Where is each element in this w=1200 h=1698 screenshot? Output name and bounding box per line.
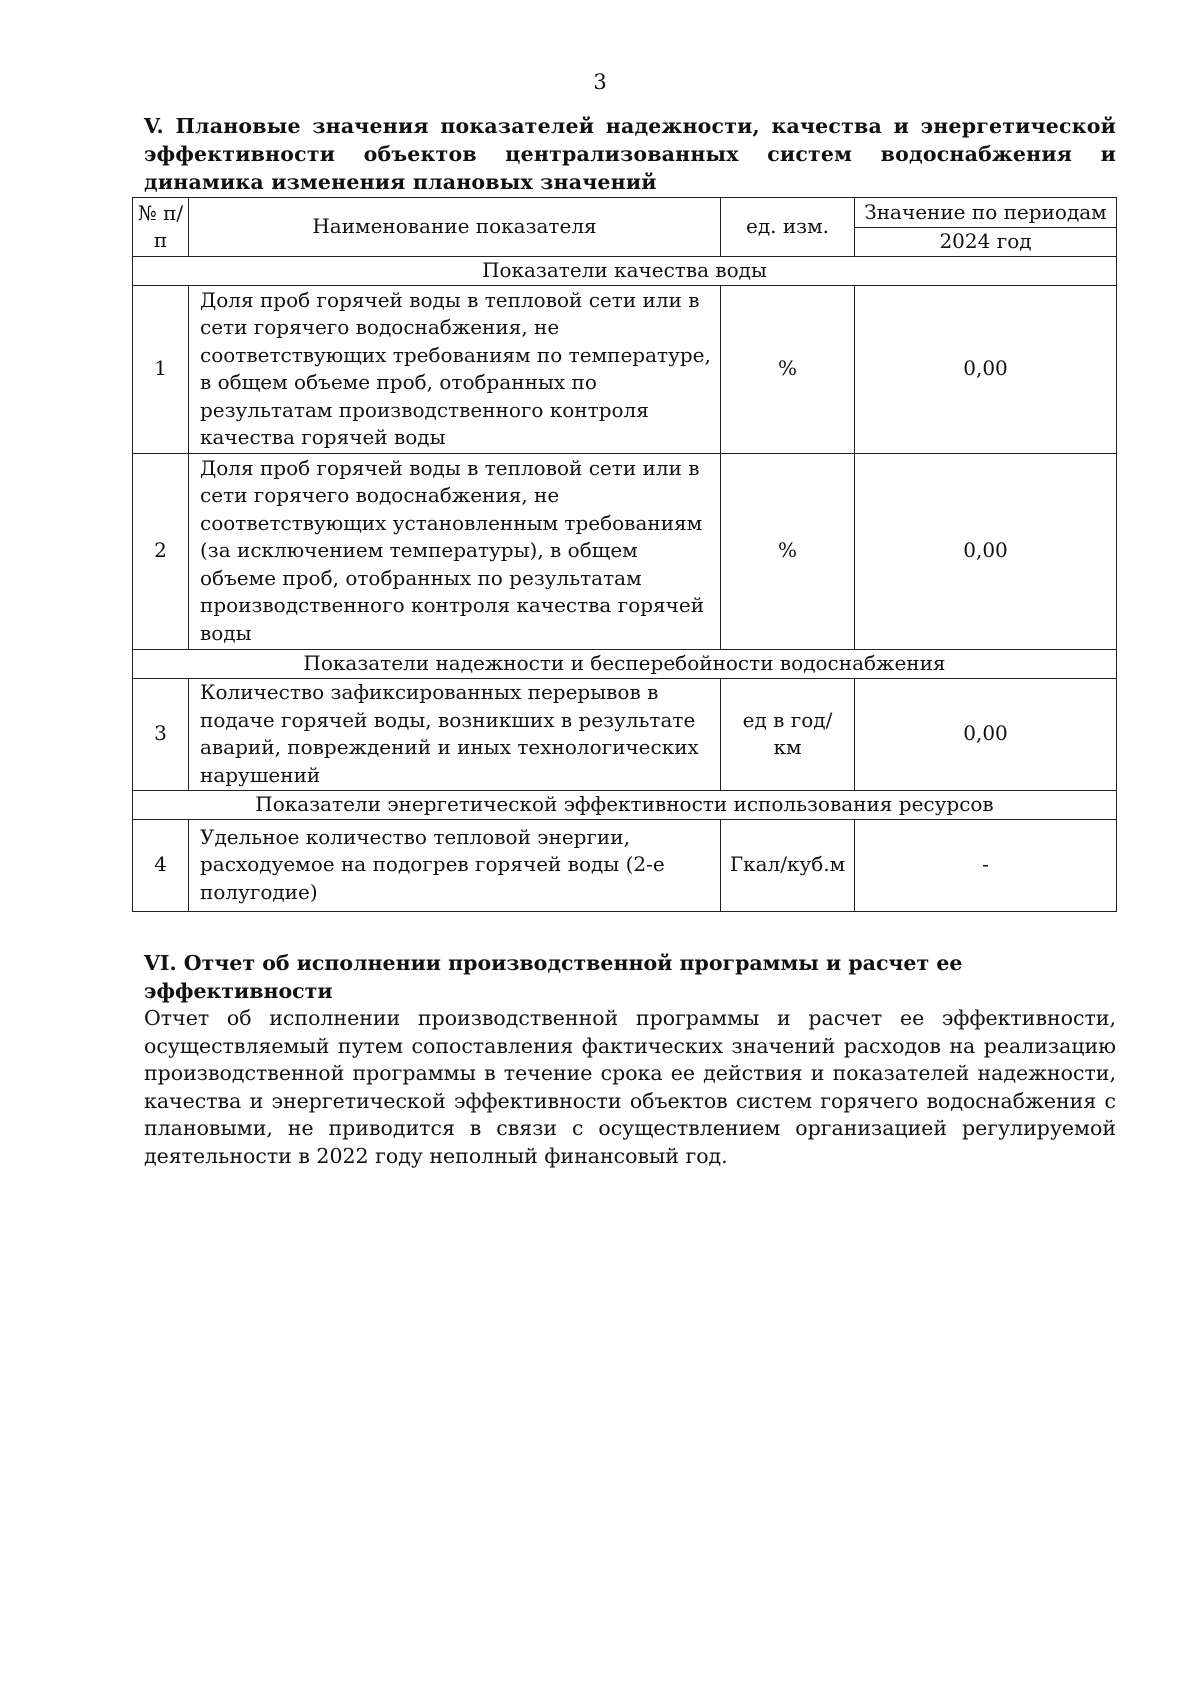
indicators-table xyxy=(132,197,1117,912)
table-row xyxy=(133,285,1117,453)
row-unit: Гкал/куб.м xyxy=(721,819,855,911)
row-unit: ед в год/ км xyxy=(721,678,855,790)
header-year: 2024 год xyxy=(855,228,1117,257)
row-unit: % xyxy=(721,453,855,649)
header-unit: ед. изм. xyxy=(721,198,855,257)
row-num: 1 xyxy=(133,285,189,453)
group-title: Показатели качества воды xyxy=(133,256,1117,285)
row-num: 4 xyxy=(133,819,189,911)
section-5-title: V. Плановые значения показателей надежности, качества и энергетической эффективности объектов централизованных систем водоснабжения и динамика изменения плановых значений xyxy=(144,114,1116,194)
header-name: Наименование показателя xyxy=(189,198,721,257)
table-row xyxy=(133,453,1117,649)
group-row xyxy=(133,256,1117,285)
row-unit: % xyxy=(721,285,855,453)
group-row xyxy=(133,790,1117,819)
row-num: 3 xyxy=(133,678,189,790)
row-value: 0,00 xyxy=(855,678,1117,790)
table-row xyxy=(133,678,1117,790)
header-value: Значение по периодам xyxy=(855,198,1117,228)
row-name: Удельное количество тепловой энергии, расходуемое на подогрев горячей воды (2-е полугодие) xyxy=(189,819,721,911)
row-name: Доля проб горячей воды в тепловой сети или в сети горячего водоснабжения, не соответствующих установленным требованиям (за исключением температуры), в общем объеме проб, отобранных по результатам производственного контроля качества горячей воды xyxy=(189,453,721,649)
section-6-title: VI. Отчет об исполнении производственной программы и расчет ее эффективности xyxy=(144,951,963,1003)
group-title: Показатели надежности и бесперебойности водоснабжения xyxy=(133,649,1117,678)
row-num: 2 xyxy=(133,453,189,649)
row-value: - xyxy=(855,819,1117,911)
header-row xyxy=(133,198,1117,228)
row-value: 0,00 xyxy=(855,285,1117,453)
table-row xyxy=(133,819,1117,911)
group-title: Показатели энергетической эффективности использования ресурсов xyxy=(133,790,1117,819)
header-num: № п/п xyxy=(133,198,189,257)
row-name: Количество зафиксированных перерывов в подаче горячей воды, возникших в результате аварий, повреждений и иных технологических нарушений xyxy=(189,678,721,790)
section-6-paragraph: Отчет об исполнении производственной программы и расчет ее эффективности, осуществляемый путем сопоставления фактических значений расходов на реализацию производственной программы в течение срока ее действия и показателей надежности, качества и энергетической эффективности объектов систем горячего водоснабжения с плановыми, не приводится в связи с осуществлением организацией регулируемой деятельности в 2022 году неполный финансовый год. xyxy=(144,1006,1116,1168)
group-row xyxy=(133,649,1117,678)
page-number: 3 xyxy=(593,70,607,94)
row-name: Доля проб горячей воды в тепловой сети или в сети горячего водоснабжения, не соответствующих требованиям по температуре, в общем объеме проб, отобранных по результатам производственного контроля качества горячей воды xyxy=(189,285,721,453)
row-value: 0,00 xyxy=(855,453,1117,649)
